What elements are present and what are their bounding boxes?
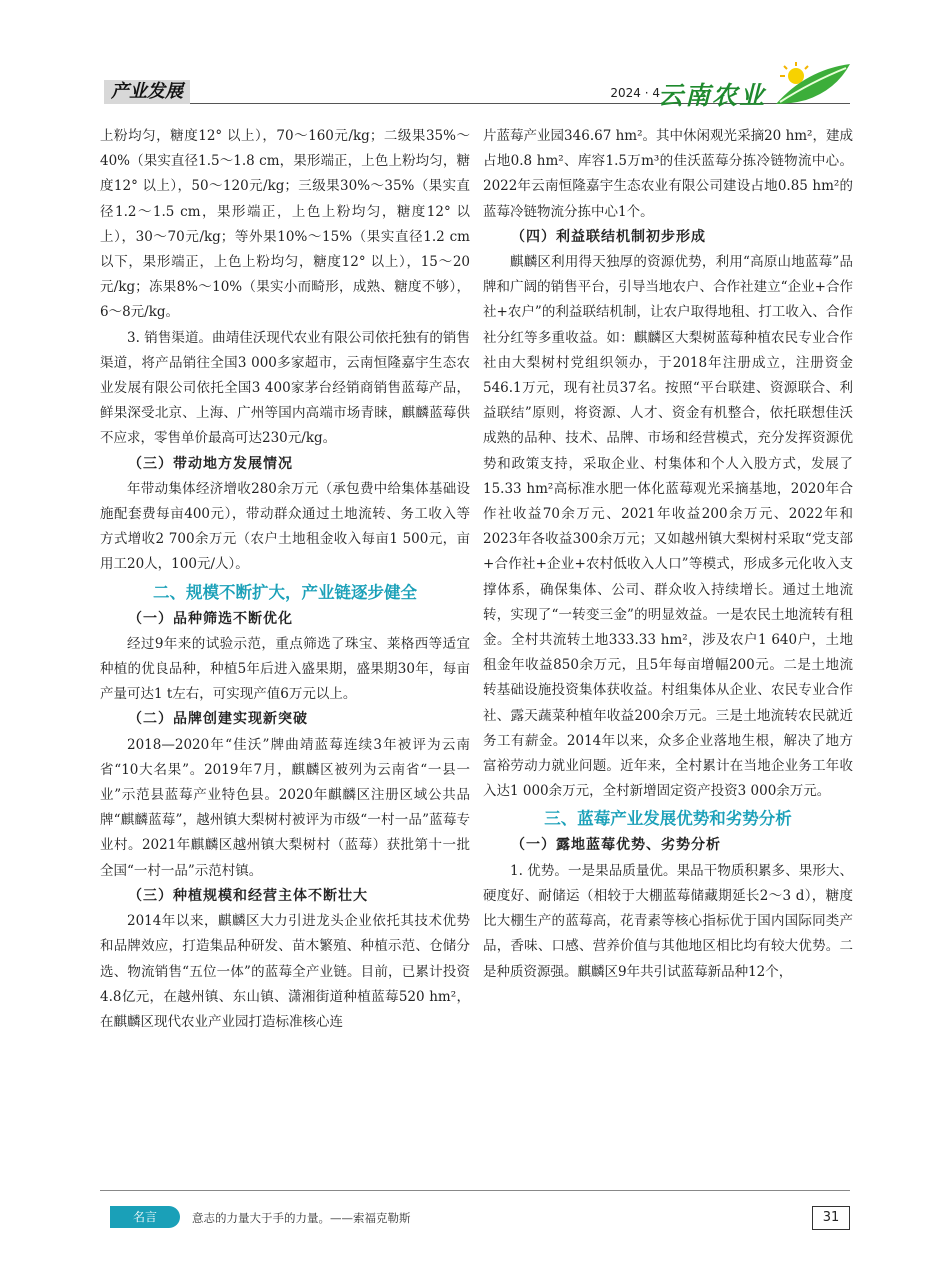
paragraph: 上粉均匀，糖度12° 以上），70～160元/kg；二级果35%～40%（果实直径1.5～1.8 cm，果形端正，上色上粉均匀，糖度12° 以上），50～120元/kg；三级果30%～35%（果实直径1.2～1.5 cm，果形端正，上色上粉均匀，糖度12° 以上），30～70元/kg；等外果10%～15%（果实直径1.2 cm以下，果形端正，上色上粉均匀，糖度12° 以上），15～20元/kg；冻果8%～10%（果实小而畸形，成熟、糖度不够），6～8元/kg。	[100, 128, 470, 321]
paragraph: 年带动集体经济增收280余万元（承包费中给集体基础设施配套费每亩400元），带动群众通过土地流转、务工收入等方式增收2 700余万元（农户土地租金收入每亩1 500元，亩用工20人，100元/人）。	[100, 480, 470, 573]
section-heading: 二、规模不断扩大，产业链逐步健全	[153, 582, 417, 602]
issue-number: 2024 · 4	[610, 86, 660, 100]
page-footer	[100, 1190, 850, 1230]
paragraph: 经过9年来的试验示范，重点筛选了珠宝、莱格西等适宜种植的优良品种，种植5年后进入盛果期，盛果期30年，每亩产量可达1 t左右，可实现产值6万元以上。	[100, 635, 470, 703]
page-header	[100, 60, 850, 108]
leaf-sun-logo-icon	[766, 60, 850, 104]
paragraph: 1. 优势。一是果品质量优。果品干物质积累多、果形大、硬度好、耐储运（相较于大棚蓝莓储藏期延长2～3 d），糖度比大棚生产的蓝莓高，花青素等核心指标优于国内国际同类产品，香味、口感、营养价值与其他地区相比均有较大优势。二是种质资源强。麒麟区9年共引试蓝莓新品种12个，	[483, 862, 853, 980]
section-heading: 三、蓝莓产业发展优势和劣势分析	[544, 809, 792, 829]
paragraph: 2018—2020年“佳沃”牌曲靖蓝莓连续3年被评为云南省“10大名果”。2019年7月，麒麟区被列为云南省“一县一业”示范县蓝莓产业特色县。2020年麒麟区注册区域公共品牌“麒麟蓝莓”，越州镇大梨树村被评为市级“一村一品”蓝莓专业村。2021年麒麟区越州镇大梨树村（蓝莓）获批第十一批全国“一村一品”示范村镇。	[100, 736, 470, 879]
footer-quote: 意志的力量大于手的力量。——索福克勒斯	[192, 1211, 411, 1225]
subsection-heading: （四）利益联结机制初步形成	[511, 228, 706, 245]
subsection-heading: （三）种植规模和经营主体不断壮大	[128, 887, 368, 904]
paragraph: 2014年以来，麒麟区大力引进龙头企业依托其技术优势和品牌效应，打造集品种研发、苗木繁殖、种植示范、仓储分选、物流销售“五位一体”的蓝莓全产业链。目前，已累计投资4.8亿元，在越州镇、东山镇、潇湘街道种植蓝莓520 hm²，在麒麟区现代农业产业园打造标准核心连	[100, 913, 470, 1030]
page-number: 31	[812, 1206, 850, 1230]
quote-badge: 名言	[110, 1206, 180, 1228]
paragraph: 片蓝莓产业园346.67 hm²。其中休闲观光采摘20 hm²，建成占地0.8 hm²、库容1.5万m³的佳沃蓝莓分拣冷链物流中心。2022年云南恒隆嘉宇生态农业有限公司建设占地0.85 hm²的蓝莓冷链物流分拣中心1个。	[483, 128, 853, 220]
subsection-heading: （一）品种筛选不断优化	[128, 610, 293, 627]
subsection-heading: （三）带动地方发展情况	[128, 455, 293, 472]
magazine-title: 云南农业	[657, 81, 766, 110]
subsection-heading: （二）品牌创建实现新突破	[128, 711, 308, 728]
left-column	[100, 124, 470, 1035]
subsection-heading: （一）露地蓝莓优势、劣势分析	[511, 837, 721, 854]
right-column	[483, 124, 853, 985]
paragraph: 3. 销售渠道。曲靖佳沃现代农业有限公司依托独有的销售渠道，将产品销往全国3 000多家超市，云南恒隆嘉宇生态农业发展有限公司依托全国3 400家茅台经销商销售蓝莓产品，鲜果深受北京、上海、广州等国内高端市场青睐，麒麟蓝莓供不应求，零售单价最高可达230元/kg。	[100, 329, 470, 447]
footer-rule	[100, 1190, 850, 1191]
paragraph: 麒麟区利用得天独厚的资源优势，利用“高原山地蓝莓”品牌和广阔的销售平台，引导当地农户、合作社建立“企业+合作社+农户”的利益联结机制，让农户取得地租、打工收入、合作社分红等多重收益。如：麒麟区大梨树蓝莓种植农民专业合作社由大梨树村党组织领办，于2018年注册成立，注册资金546.1万元，现有社员37名。按照“平台联建、资源联合、利益联结”原则，将资源、人才、资金有机整合，依托联想佳沃成熟的品种、技术、品牌、市场和经营模式，充分发挥资源优势和政策支持，采取企业、村集体和个人入股方式，发展了15.33 hm²高标准水肥一体化蓝莓观光采摘基地，2020年合作社收益70余万元、2021年收益200余万元、2022年和2023年各收益300余万元；又如越州镇大梨树村采取“党支部+合作社+企业+农村低收入人口”等模式，形成多元化收入支撑体系，确保集体、公司、群众收入持续增长。通过土地流转，实现了“一转变三金”的明显效益。一是农民土地流转有租金。全村共流转土地333.33 hm²，涉及农户1 640户，土地租金年收益850余万元，且5年每亩增幅200元。二是土地流转基础设施投资集体获收益。村组集体从企业、农民专业合作社、露天蔬菜种植年收益200余万元。三是土地流转农民就近务工有薪金。2014年以来，众多企业落地生根，解决了地方富裕劳动力就业问题。近年来，全村累计在当地企业务工年收入达1 000余万元，全村新增固定资产投资3 000余万元。	[483, 254, 853, 800]
section-label: 产业发展	[104, 80, 190, 104]
